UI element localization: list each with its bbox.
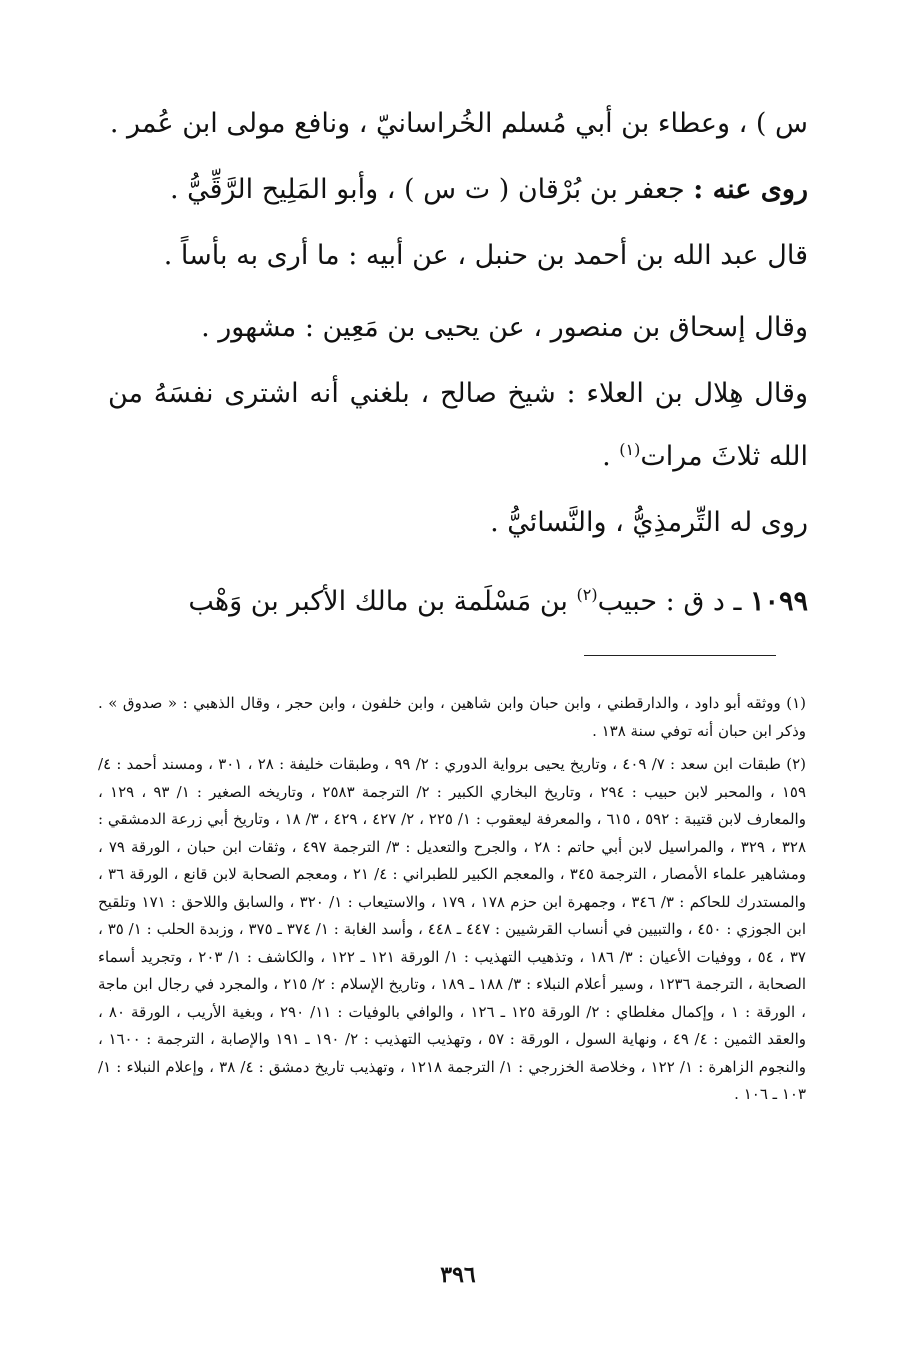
main-line-1: س ) ، وعطاء بن أبي مُسلم الخُراسانيّ ، ونافع مولى ابن عُمر . xyxy=(109,108,808,139)
main-text xyxy=(108,96,808,640)
main-paragraph-3: قال عبد الله بن أحمد بن حنبل ، عن أبيه : ما أرى به بأساً . xyxy=(163,240,808,271)
main-paragraph-4: وقال إسحاق بن منصور ، عن يحيى بن مَعِين : مشهور . xyxy=(201,312,808,343)
page-number: ٣٩٦ xyxy=(440,1262,476,1288)
paragraph-5-text: وقال هِلال بن العلاء : شيخ صالح ، بلغني أنه اشترى نفسَهُ من الله ثلاثَ مرات xyxy=(108,378,808,472)
entry-code: ـ د ق : xyxy=(657,586,750,617)
footnotes xyxy=(98,690,806,1109)
footnote-1: (١) ووثقه أبو داود ، والدارقطني ، وابن حبان وابن شاهين ، وابن خلفون ، وابن حجر ، وقال الذهبي : « صدوق » . وذكر ابن حبان أنه توفي سنة ١٣٨ . xyxy=(98,694,806,740)
footnote-ref-1: (١) xyxy=(619,440,641,459)
main-paragraph-6: روى له التِّرمذِيُّ ، والنَّسائيُّ . xyxy=(490,507,808,538)
entry-heading xyxy=(108,567,808,630)
footnote-ref-2: (٢) xyxy=(576,585,598,604)
narrators-text: جعفر بن بُرْقان ( ت س ) ، وأبو المَلِيح الرَّقِّيُّ . xyxy=(169,174,694,205)
entry-rest: بن مَسْلَمة بن مالك الأكبر بن وَهْب xyxy=(188,586,577,617)
entry-name: حبيب xyxy=(597,586,658,617)
entry-number: ١٠٩٩ xyxy=(749,586,808,617)
footnote-2: (٢) طبقات ابن سعد : ٧/ ٤٠٩ ، وتاريخ يحيى برواية الدوري : ٢/ ٩٩ ، وطبقات خليفة : ٢٨ ، ٣٠١ ، ومسند أحمد : ٤/ ١٥٩ ، والمحبر لابن حبيب : ٢٩٤ ، وتاريخ البخاري الكبير : ٢/ الترجمة ٢٥٨٣ ، وتاريخه الصغير : ١/ ٩٣ ، ١٢٩ ، والمعارف لابن قتيبة : ٥٩٢ ، ٦١٥ ، والمعرفة ليعقوب : ١/ ٢٢٥ ، ٢/ ٤٢٧ ، ٤٢٩ ، ٣/ ١٨ ، وتاريخ أبي زرعة الدمشقي : ٣٢٨ ، ٣٢٩ ، والمراسيل لابن أبي حاتم : ٢٨ ، والجرح والتعديل : ٣/ الترجمة ٤٩٧ ، وثقات ابن حبان ، الورقة ٧٩ ، ومشاهير علماء الأمصار ، الترجمة ٣٤٥ ، والمعجم الكبير للطبراني : ٤/ ٢١ ، ومعجم الصحابة لابن قانع ، الورقة ٣٦ ، والمستدرك للحاكم : ٣/ ٣٤٦ ، وجمهرة ابن حزم ١٧٨ ، ١٧٩ ، والاستيعاب : ١/ ٣٢٠ ، والسابق واللاحق : ١٧١ وتلقيح ابن الجوزي : ٤٥٠ ، والتبيين في أنساب القرشيين : ٤٤٧ ـ ٤٤٨ ، وأسد الغابة : ١/ ٣٧٤ ـ ٣٧٥ ، وزبدة الحلب : ١/ ٣٥ ، ٣٧ ، ٥٤ ، ووفيات الأعيان : ٣/ ١٨٦ ، وتذهيب التهذيب : ١/ الورقة ١٢١ ـ ١٢٢ ، والكاشف : ١/ ٢٠٣ ، وتجريد أسماء الصحابة ، الترجمة ١٢٣٦ ، وسير أعلام النبلاء : ٣/ ١٨٨ ـ ١٨٩ ، وتاريخ الإسلام : ٢/ ٢١٥ ، والمجرد في رجال ابن ماجة ، الورقة : ١ ، وإكمال مغلطاي : ٢/ الورقة ١٢٥ ـ ١٢٦ ، والوافي بالوفيات : ١١/ ٢٩٠ ، وبغية الأريب ، الورقة ٨٠ ، والعقد الثمين : ٤/ ٤٩ ، ونهاية السول ، الورقة : ٥٧ ، وتهذيب التهذيب : ٢/ ١٩٠ ـ ١٩١ والإصابة ، الترجمة : ١٦٠٠ ، والنجوم الزاهرة : ١/ ١٢٢ ، وخلاصة الخزرجي : ١/ الترجمة ١٢١٨ ، وتهذيب تاريخ دمشق : ٤/ ٣٨ ، وإعلام النبلاء : ١/ ١٠٣ ـ ١٠٦ . xyxy=(98,755,807,1103)
main-paragraph-5 xyxy=(108,366,808,485)
paragraph-5-end: . xyxy=(602,441,620,472)
footnote-separator xyxy=(584,655,776,656)
narrators-label: روى عنه : xyxy=(693,174,808,205)
main-line-2 xyxy=(108,162,808,218)
